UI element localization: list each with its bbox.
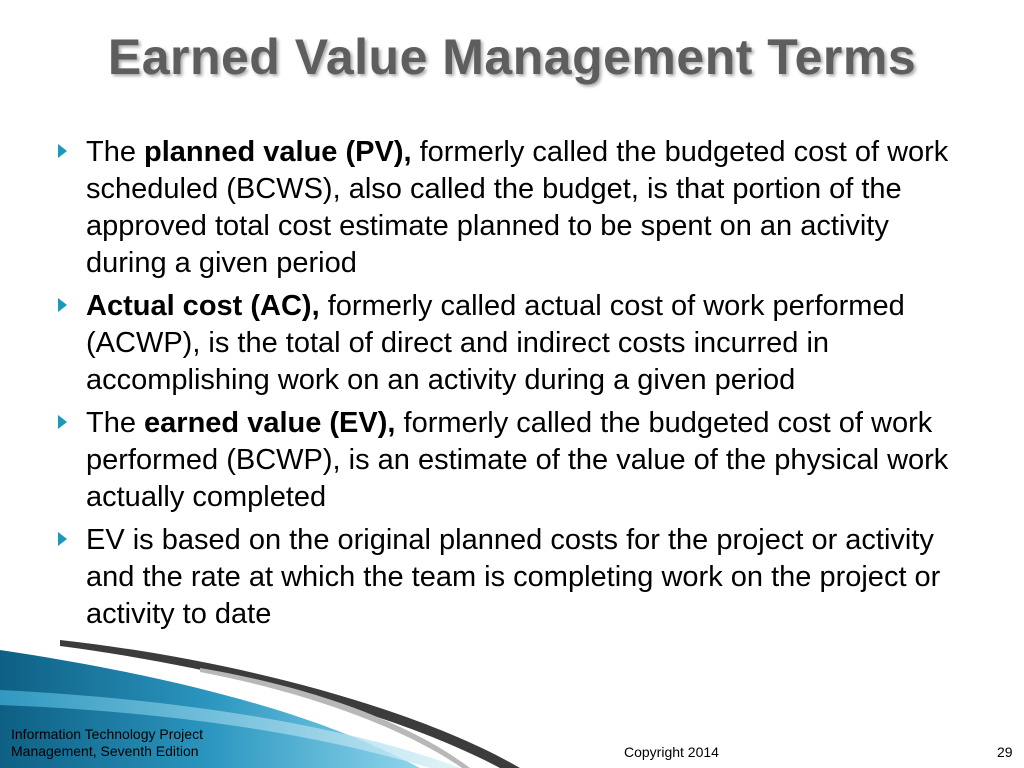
footer-copyright: Copyright 2014 — [624, 744, 719, 760]
bullet-text: The planned value (PV), formerly called the budgeted cost of work scheduled (BCWS), also called the budget, is that portion of the approved total cost estimate planned to be spent on an activity during a given period — [86, 136, 949, 279]
bullet-text: The earned value (EV), formerly called the budgeted cost of work performed (BCWP), is an estimate of the value of the physical work actually completed — [86, 407, 949, 513]
bullet-arrow-icon — [58, 298, 67, 312]
footer-book-title — [11, 726, 203, 760]
slide-page-number: 29 — [997, 744, 1013, 760]
bullet-item-earned-value — [52, 405, 972, 516]
footer-book-title-line1: Information Technology Project — [11, 726, 203, 742]
slide-title: Earned Value Management Terms — [107, 29, 917, 85]
bullet-text: EV is based on the original planned costs for the project or activity and the rate at which the team is completing work on the project or activity to date — [86, 524, 941, 630]
bullet-arrow-icon — [58, 144, 67, 158]
bullet-item-planned-value — [52, 134, 972, 282]
footer-book-title-line2: Management, Seventh Edition — [11, 743, 199, 759]
bullet-text: Actual cost (AC), formerly called actual cost of work performed (ACWP), is the total of direct and indirect costs incurred in accomplishing work on an activity during a given period — [86, 290, 905, 396]
bullet-arrow-icon — [58, 415, 67, 429]
bullet-item-actual-cost — [52, 288, 972, 399]
bullet-list — [52, 134, 972, 639]
bullet-item-ev-basis — [52, 522, 972, 633]
bullet-arrow-icon — [58, 532, 67, 546]
